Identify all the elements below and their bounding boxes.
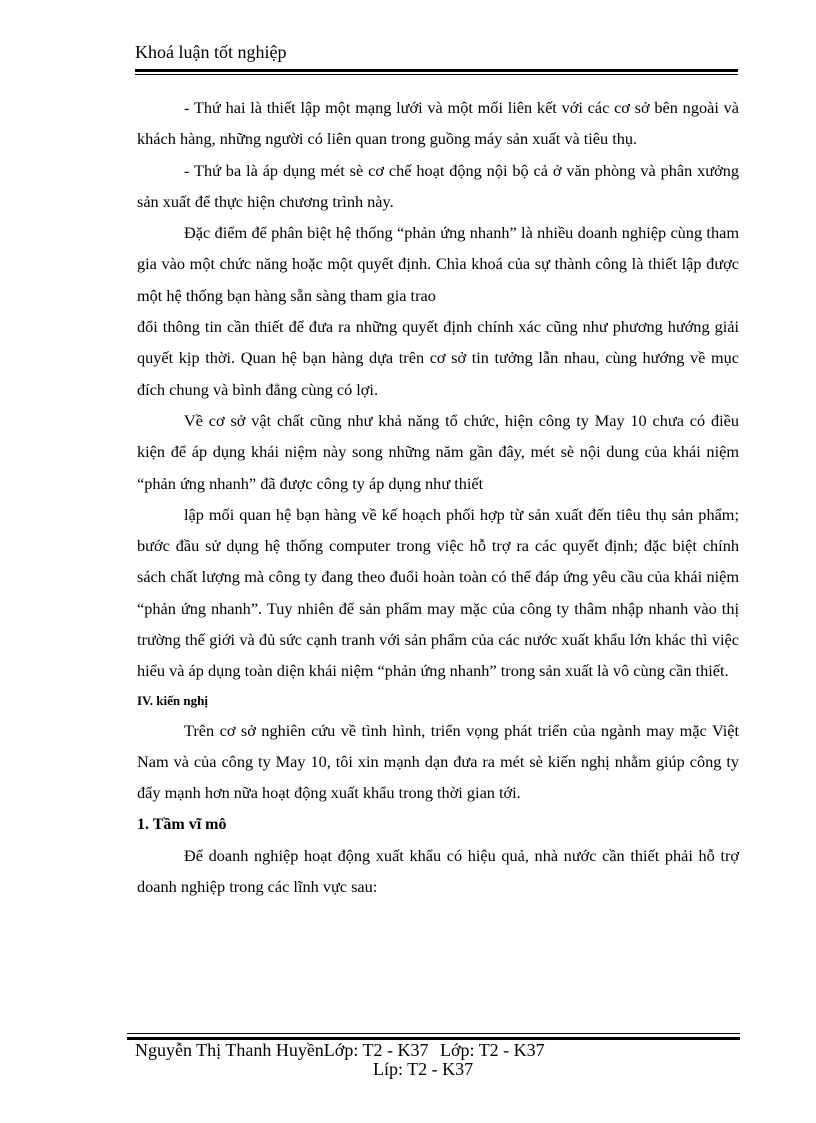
paragraph-2: - Thứ ba là áp dụng mét sè cơ chế hoạt động nội bộ cả ở văn phòng và phân xưởng sản xuất để thực hiện chương trình này. bbox=[137, 160, 739, 211]
footer-overlap-text: Lớp: T2 - K37 bbox=[440, 1040, 545, 1060]
header-rule-thick bbox=[135, 69, 738, 72]
footer-rule-thin bbox=[127, 1033, 740, 1034]
footer-class: Líp: T2 - K37 bbox=[373, 1059, 474, 1079]
page-header-title: Khoá luận tốt nghiệp bbox=[135, 42, 287, 62]
paragraph-4b: lập mối quan hệ bạn hàng về kế hoạch phối hợp từ sản xuất đến tiêu thụ sản phẩm; bước đầu sử dụng hệ thống computer trong việc hỗ trợ ra các quyết định; đặc biệt chính sách chất lượng mà công ty đang theo đuổi hoàn toàn có thể đáp ứng yêu cầu của khái niệm “phản ứng nhanh”. Tuy nhiên để sản phẩm may mặc của công ty thâm nhập nhanh vào thị trường thế giới và đủ sức cạnh tranh với sản phẩm của các nước xuất khẩu lớn khác thì việc hiểu và áp dụng toàn diện khái niệm “phản ứng nhanh” trong sản xuất là vô cùng cần thiết. bbox=[137, 504, 739, 681]
paragraph-4a: Về cơ sở vật chất cũng như khả năng tổ chức, hiện công ty May 10 chưa có điều kiện để áp dụng khái niệm này song những năm gần đây, mét sè nội dung của khái niệm “phản ứng nhanh” đã được công ty áp dụng như thiết bbox=[137, 410, 739, 493]
document-body bbox=[137, 92, 739, 902]
footer-author: Nguyễn Thị Thanh HuyềnLớp: T2 - K37 bbox=[135, 1040, 429, 1060]
paragraph-1: - Thứ hai là thiết lập một mạng lưới và một mối liên kết với các cơ sở bên ngoài và khách hàng, những người có liên quan trong guồng máy sản xuất và tiêu thụ. bbox=[137, 98, 739, 149]
paragraph-3b: đổi thông tin cần thiết để đưa ra những quyết định chính xác cũng như phương hướng giải quyết kịp thời. Quan hệ bạn hàng dựa trên cơ sở tin tưởng lẫn nhau, cùng hướng về mục đích chung và bình đẳng cùng có lợi. bbox=[137, 317, 739, 399]
paragraph-6: Để doanh nghiệp hoạt động xuất khẩu có hiệu quả, nhà nước cần thiết phải hỗ trợ doanh nghiệp trong các lĩnh vực sau: bbox=[137, 845, 739, 897]
header-rule-thin bbox=[135, 74, 738, 75]
section-heading-1: 1. Tầm vĩ mô bbox=[137, 815, 227, 833]
paragraph-3a: Đặc điểm để phân biệt hệ thống “phản ứng nhanh” là nhiều doanh nghiệp cùng tham gia vào một chức năng hoặc một quyết định. Chìa khoá của sự thành công là thiết lập được một hệ thống bạn hàng sẵn sàng tham gia trao bbox=[137, 223, 739, 305]
section-heading-iv: IV. kiến nghị bbox=[137, 692, 208, 708]
paragraph-5: Trên cơ sở nghiên cứu về tình hình, triển vọng phát triển của ngành may mặc Việt Nam và của công ty May 10, tôi xin mạnh dạn đưa ra mét sè kiến nghị nhằm giúp công ty đẩy mạnh hơn nữa hoạt động xuất khẩu trong thời gian tới. bbox=[137, 720, 739, 803]
